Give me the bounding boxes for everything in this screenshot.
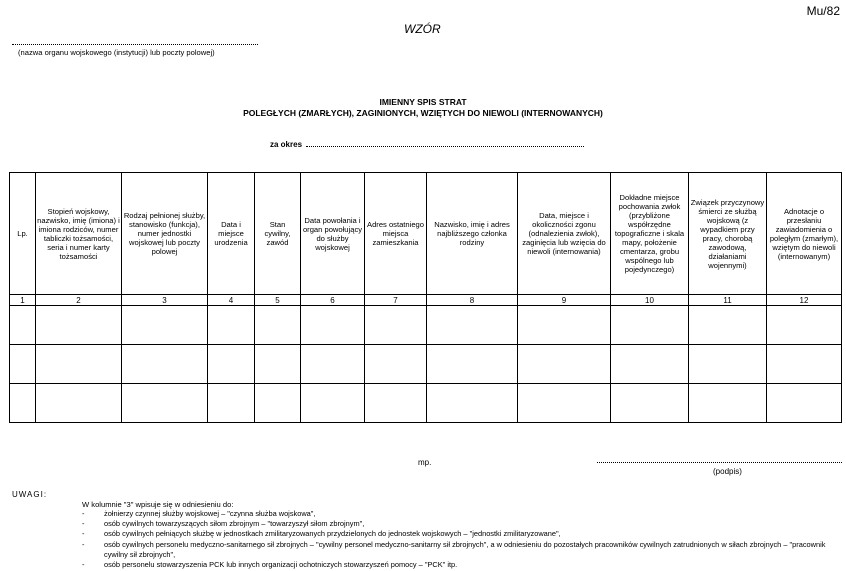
table-cell[interactable] [689, 384, 767, 423]
col-header: Data i miejsce urodzenia [208, 173, 255, 295]
form-code: Mu/82 [806, 4, 840, 18]
document-subtitle: POLEGŁYCH (ZMARŁYCH), ZAGINIONYCH, WZIĘTYCH DO NIEWOLI (INTERNOWANYCH) [243, 108, 603, 118]
period-field [270, 138, 584, 149]
table-cell[interactable] [122, 306, 208, 345]
signature-line [597, 462, 842, 463]
table-cell[interactable] [365, 345, 427, 384]
col-header: Nazwisko, imię i adres najbliższego członka rodziny [427, 173, 518, 295]
table-cell[interactable] [255, 345, 301, 384]
col-header: Adres ostatniego miejsca zamieszkania [365, 173, 427, 295]
list-item: - osób cywilnych pełniących służbę w jednostkach zmilitaryzowanych przydzielonych do jednostek wojskowych – "jednostki zmilitaryzowane", [82, 529, 561, 539]
table-cell[interactable] [518, 306, 611, 345]
dash-bullet: - [82, 519, 85, 529]
col-number: 1 [10, 295, 36, 306]
table-cell[interactable] [255, 306, 301, 345]
table-cell[interactable] [36, 306, 122, 345]
dash-bullet: - [82, 539, 85, 549]
col-number: 12 [767, 295, 842, 306]
table-cell[interactable] [611, 306, 689, 345]
form-label: WZÓR [404, 22, 441, 36]
table-cell[interactable] [36, 345, 122, 384]
col-number: 7 [365, 295, 427, 306]
column-number-row [10, 295, 842, 306]
table-cell[interactable] [767, 345, 842, 384]
table-cell[interactable] [427, 306, 518, 345]
col-header: Stan cywilny, zawód [255, 173, 301, 295]
dash-bullet: - [82, 529, 85, 539]
document-title: IMIENNY SPIS STRAT [379, 97, 467, 107]
signature-caption: (podpis) [713, 467, 742, 476]
table-cell[interactable] [122, 384, 208, 423]
list-item: - osób personelu stowarzyszenia PCK lub innych organizacji ochotniczych stowarzyszeń pomocy – "PCK" itp. [82, 560, 458, 570]
table-cell[interactable] [36, 384, 122, 423]
remarks-label: UWAGI: [12, 490, 48, 499]
table-cell[interactable] [689, 345, 767, 384]
table-row [10, 306, 842, 345]
col-header: Związek przyczynowy śmierci ze służbą wojskową (z wypadkiem przy pracy, chorobą zawodową, działaniami wojennymi) [689, 173, 767, 295]
col-header: Adnotacje o przesłaniu zawiadomienia o poległym (zmarłym), wziętym do niewoli (internowanym) [767, 173, 842, 295]
col-number: 6 [301, 295, 365, 306]
col-number: 4 [208, 295, 255, 306]
col-header: Data powołania i organ powołujący do służby wojskowej [301, 173, 365, 295]
table-cell[interactable] [427, 384, 518, 423]
table-cell[interactable] [10, 345, 36, 384]
table-row [10, 384, 842, 423]
col-number: 5 [255, 295, 301, 306]
table-cell[interactable] [122, 345, 208, 384]
col-header: Rodzaj pełnionej służby, stanowisko (funkcja), numer jednostki wojskowej lub poczty polowej [122, 173, 208, 295]
org-caption: (nazwa organu wojskowego (instytucji) lub poczty polowej) [18, 48, 215, 57]
table-cell[interactable] [208, 345, 255, 384]
stamp-place-label: mp. [418, 458, 432, 467]
header-row [10, 173, 842, 295]
col-header: Lp. [10, 173, 36, 295]
table-cell[interactable] [518, 384, 611, 423]
dash-bullet: - [82, 560, 85, 570]
table-cell[interactable] [208, 384, 255, 423]
table-cell[interactable] [301, 306, 365, 345]
col-header: Dokładne miejsce pochowania zwłok (przybliżone współrzędne topograficzne i skala mapy, położenie cmentarza, grobu wspólnego lub pojedynczego) [611, 173, 689, 295]
col-number: 10 [611, 295, 689, 306]
col-number: 11 [689, 295, 767, 306]
org-name-line [12, 44, 258, 45]
col-number: 8 [427, 295, 518, 306]
table-row [10, 345, 842, 384]
table-cell[interactable] [365, 306, 427, 345]
table-cell[interactable] [301, 384, 365, 423]
col-number: 9 [518, 295, 611, 306]
table-cell[interactable] [767, 384, 842, 423]
table-cell[interactable] [255, 384, 301, 423]
list-item: - osób cywilnych towarzyszących siłom zbrojnym – "towarzyszył siłom zbrojnym", [82, 519, 365, 529]
list-item: - osób cywilnych personelu medyczno-sanitarnego sił zbrojnych – "cywilny personel medyczno-sanitarny sił zbrojnych", a w odniesieniu do pozostałych pracowników cywilnych zatrudnionych w siłach zbrojnych – "pracownik cywilny sił zbrojnych", [82, 539, 826, 559]
table-cell[interactable] [365, 384, 427, 423]
table-cell[interactable] [518, 345, 611, 384]
table-cell[interactable] [10, 384, 36, 423]
table-cell[interactable] [10, 306, 36, 345]
table-cell[interactable] [208, 306, 255, 345]
remarks-intro: W kolumnie "3" wpisuje się w odniesieniu do: [82, 500, 234, 509]
list-item: - żołnierzy czynnej służby wojskowej – "czynna służba wojskowa", [82, 509, 316, 518]
losses-table [9, 172, 842, 423]
col-header: Stopień wojskowy, nazwisko, imię (imiona) i imiona rodziców, numer tabliczki tożsamości, seria i numer karty tożsamości [36, 173, 122, 295]
col-number: 2 [36, 295, 122, 306]
table-cell[interactable] [301, 345, 365, 384]
table-cell[interactable] [427, 345, 518, 384]
dash-bullet: - [82, 509, 85, 518]
period-line [306, 138, 584, 147]
table-cell[interactable] [611, 384, 689, 423]
table-cell[interactable] [611, 345, 689, 384]
remarks-list [82, 509, 842, 570]
col-header: Data, miejsce i okoliczności zgonu (odnalezienia zwłok), zaginięcia lub wzięcia do niewoli (internowania) [518, 173, 611, 295]
col-number: 3 [122, 295, 208, 306]
table-cell[interactable] [689, 306, 767, 345]
table-cell[interactable] [767, 306, 842, 345]
period-label: za okres [270, 140, 303, 149]
